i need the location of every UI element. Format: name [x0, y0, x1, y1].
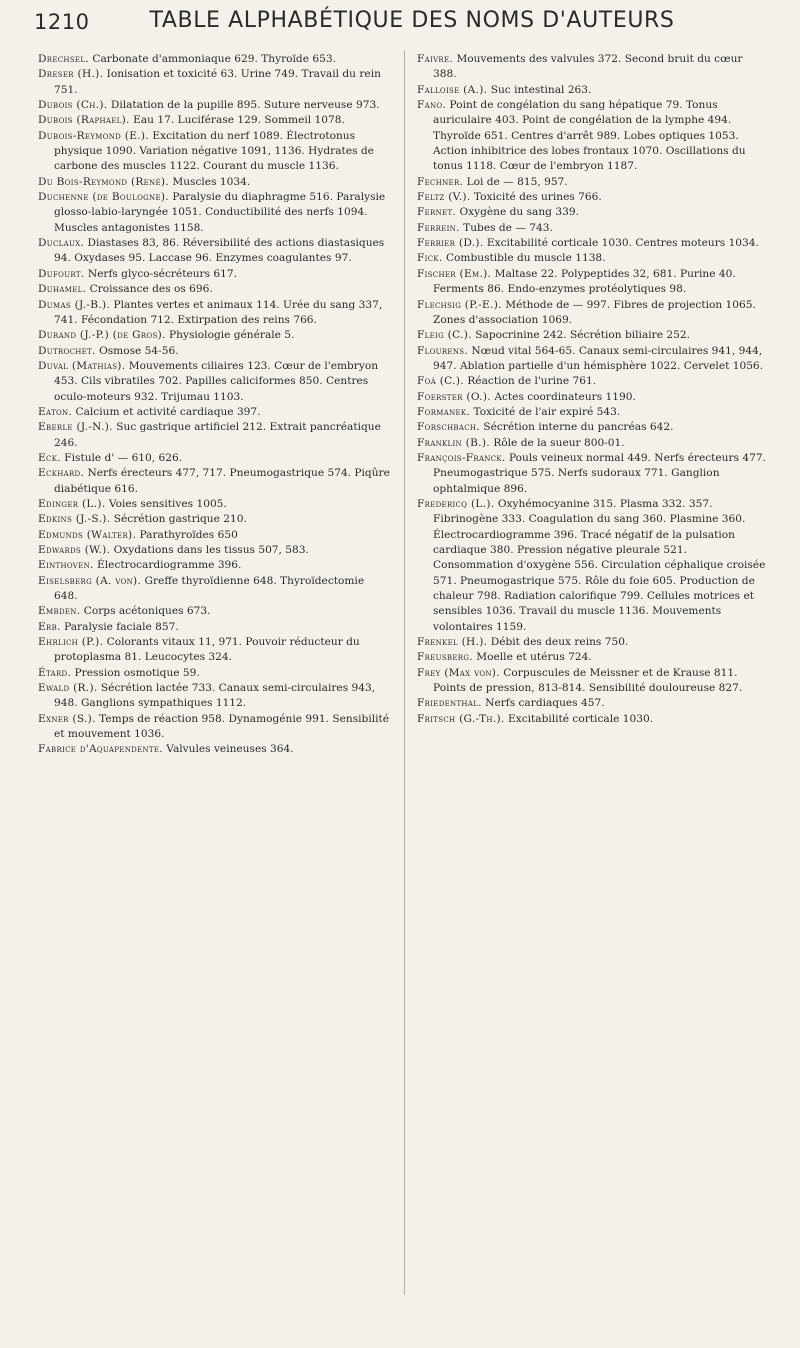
- author-name: Falloise (A.).: [417, 83, 488, 96]
- entry-references: Mouvements ciliaires 123. Cœur de l'embryon 453. Cils vibratiles 702. Papilles caliciformes 850. Centres oculo-moteurs 932. Trijumau 1103.: [54, 359, 379, 403]
- index-entry: [417, 696, 769, 711]
- index-entry: [417, 175, 769, 190]
- index-entry: [417, 635, 769, 650]
- entry-references: Valvules veineuses 364.: [166, 743, 294, 756]
- index-entry: [38, 558, 390, 573]
- entry-references: Oxydations dans les tissus 507, 583.: [113, 544, 309, 556]
- author-name: Dutrochet.: [38, 344, 96, 357]
- author-name: Edmunds (Walter).: [38, 528, 137, 541]
- index-entry: [38, 604, 390, 619]
- entry-references: Temps de réaction 958. Dynamogénie 991. Sensibilité et mouvement 1036.: [54, 712, 390, 741]
- author-name: Duchenne (de Boulogne).: [38, 191, 169, 204]
- entry-references: Mouvements des valvules 372. Second bruit du cœur 388.: [433, 53, 743, 81]
- index-entry: [38, 129, 390, 175]
- entry-references: Osmose 54-56.: [99, 344, 179, 357]
- entry-references: Loi de — 815, 957.: [466, 175, 568, 188]
- index-entry: [38, 681, 390, 712]
- index-entry: [38, 344, 390, 359]
- index-entry: [417, 712, 769, 727]
- entry-references: Électrocardiogramme 396.: [97, 559, 242, 572]
- entry-references: Oxygène du sang 339.: [459, 206, 579, 219]
- entry-references: Combustible du muscle 1138.: [445, 252, 606, 265]
- index-entry: [38, 420, 390, 451]
- index-entry: [417, 650, 769, 665]
- author-name: Duhamel.: [38, 283, 87, 296]
- author-name: Fechner.: [417, 175, 464, 188]
- author-name: Formanek.: [417, 405, 471, 418]
- index-entry: [38, 635, 390, 666]
- author-name: Fabrice d'Aquapendente.: [38, 743, 163, 756]
- index-entry: [38, 543, 390, 558]
- entry-references: Paralysie faciale 857.: [64, 620, 179, 633]
- author-name: Dubois (Raphael).: [38, 114, 130, 127]
- entry-references: Eau 17. Luciférase 129. Sommeil 1078.: [133, 114, 345, 127]
- index-entry: [417, 205, 769, 220]
- author-name: Freusberg.: [417, 651, 473, 664]
- entry-references: Toxicité des urines 766.: [473, 191, 602, 204]
- entry-references: Ionisation et toxicité 63. Urine 749. Travail du rein 751.: [54, 68, 381, 96]
- entry-references: Nœud vital 564-65. Canaux semi-circulaires 941, 944, 947. Ablation partielle d'un hémisphère 1022. Cervelet 1056.: [433, 344, 764, 372]
- entry-references: Sécrétion interne du pancréas 642.: [483, 421, 674, 434]
- entry-references: Greffe thyroïdienne 648. Thyroïdectomie 648.: [54, 574, 365, 603]
- author-name: Dubois-Reymond (E.).: [38, 129, 149, 142]
- index-entry: [38, 405, 390, 420]
- index-entry: [38, 666, 390, 681]
- entry-references: Carbonate d'ammoniaque 629. Thyroïde 653.: [92, 53, 336, 65]
- index-entry: [417, 190, 769, 205]
- entry-references: Oxyhémocyanine 315. Plasma 332. 357. Fibrinogène 333. Coagulation du sang 360. Plasmine 360. Électrocardiogramme 396. Tracé négatif de la pulsation cardiaque 380. Pression négative pleurale 521. Consommation d'oxygène 556. Circulation céphalique croisée 571. Pneumogastrique 575. Rôle du foie 605. Production de chaleur 798. Radiation calorifique 799. Cellules motrices et sensibles 1036. Travail du muscle 1136. Mouvements volontaires 1159.: [433, 497, 766, 633]
- index-entry: [417, 666, 769, 697]
- author-name: François-Franck.: [417, 451, 506, 464]
- author-name: Fredericq (L.).: [417, 497, 495, 510]
- entry-references: Maltase 22. Polypeptides 32, 681. Purine 40. Ferments 86. Endo-enzymes protéolytiques 98.: [433, 267, 736, 296]
- author-name: Duval (Mathias).: [38, 359, 126, 372]
- index-entry: [417, 298, 769, 329]
- author-name: Ewald (R.).: [38, 682, 98, 695]
- author-name: Faivre.: [417, 53, 454, 65]
- right-column: [417, 52, 769, 727]
- entry-references: Paralysie du diaphragme 516. Paralysie glosso-labio-laryngée 1051. Conductibilité des nerfs 1094. Muscles antagonistes 1158.: [54, 191, 386, 234]
- entry-references: Débit des deux reins 750.: [490, 636, 629, 649]
- running-title: TABLE ALPHABÉTIQUE DES NOMS D'AUTEURS: [149, 8, 675, 33]
- entry-references: Calcium et activité cardiaque 397.: [75, 405, 261, 418]
- index-entry: [417, 83, 769, 98]
- author-name: Drechsel.: [38, 53, 89, 65]
- author-name: Étard.: [38, 666, 72, 679]
- index-entry: [417, 251, 769, 266]
- index-entry: [38, 359, 390, 405]
- entry-references: Réaction de l'urine 761.: [467, 375, 597, 388]
- index-entry: [38, 282, 390, 297]
- index-entry: [38, 113, 390, 128]
- author-name: Fano.: [417, 99, 447, 112]
- author-name: Frey (Max von).: [417, 666, 500, 679]
- entry-references: Rôle de la sueur 800-01.: [493, 436, 625, 449]
- author-name: Fick.: [417, 252, 443, 265]
- author-name: Foerster (O.).: [417, 390, 491, 403]
- entry-references: Tubes de — 743.: [463, 221, 553, 234]
- author-name: Flechsig (P.-E.).: [417, 298, 502, 311]
- author-name: Fleig (C.).: [417, 329, 472, 342]
- author-name: Dreser (H.).: [38, 68, 104, 81]
- column-divider: [404, 50, 405, 1295]
- author-name: Friedenthal.: [417, 697, 482, 710]
- author-name: Ferrier (D.).: [417, 237, 484, 250]
- index-entry: [417, 344, 769, 375]
- entry-references: Suc gastrique artificiel 212. Extrait pancréatique 246.: [54, 421, 381, 449]
- index-entry: [38, 742, 390, 757]
- author-name: Dubois (Ch.).: [38, 99, 108, 112]
- index-entry: [417, 374, 769, 389]
- entry-references: Nerfs cardiaques 457.: [485, 697, 605, 710]
- entry-references: Parathyroïdes 650: [139, 528, 238, 541]
- entry-references: Sécrétion lactée 733. Canaux semi-circulaires 943, 948. Ganglions sympathiques 1112.: [54, 682, 376, 710]
- entry-references: Corpuscules de Meissner et de Krause 811. Points de pression, 813-814. Sensibilité douloureuse 827.: [433, 666, 743, 695]
- entry-references: Méthode de — 997. Fibres de projection 1065. Zones d'association 1069.: [433, 298, 756, 326]
- author-name: Frenkel (H.).: [417, 636, 488, 649]
- entry-references: Nerfs glyco-sécréteurs 617.: [87, 267, 238, 280]
- author-name: Ferrein.: [417, 221, 460, 234]
- index-entry: [38, 175, 390, 190]
- author-name: Durand (J.-P.) (de Gros).: [38, 329, 166, 342]
- entry-references: Pouls veineux normal 449. Nerfs érecteurs 477. Pneumogastrique 575. Nerfs sudoraux 771. Ganglion ophtalmique 896.: [433, 451, 766, 495]
- author-name: Edwards (W.).: [38, 544, 111, 556]
- left-column: [38, 52, 390, 758]
- index-entry: [38, 574, 390, 605]
- index-entry: [417, 236, 769, 251]
- author-name: Du Bois-Reymond (René).: [38, 175, 169, 188]
- author-name: Einthoven.: [38, 559, 94, 572]
- entry-references: Fistule d' — 610, 626.: [64, 451, 183, 464]
- page-number: 1210: [34, 10, 90, 34]
- index-entry: [417, 497, 769, 635]
- author-name: Forschbach.: [417, 421, 480, 434]
- entry-references: Voies sensitives 1005.: [108, 497, 227, 510]
- author-name: Duclaux.: [38, 237, 85, 250]
- author-name: Exner (S.).: [38, 712, 96, 725]
- entry-references: Moelle et utérus 724.: [476, 651, 592, 664]
- entry-references: Sapocrinine 242. Sécrétion biliaire 252.: [475, 329, 690, 342]
- entry-references: Excitabilité corticale 1030.: [507, 712, 654, 725]
- author-name: Eiselsberg (A. von).: [38, 574, 142, 587]
- entry-references: Sécrétion gastrique 210.: [113, 513, 247, 526]
- index-entry: [417, 405, 769, 420]
- entry-references: Suc intestinal 263.: [490, 83, 592, 96]
- entry-references: Actes coordinateurs 1190.: [494, 390, 636, 403]
- entry-references: Dilatation de la pupille 895. Suture nerveuse 973.: [110, 99, 380, 112]
- entry-references: Toxicité de l'air expiré 543.: [473, 405, 621, 418]
- entry-references: Croissance des os 696.: [89, 283, 213, 296]
- index-entry: [38, 528, 390, 543]
- index-entry: [38, 267, 390, 282]
- author-name: Dumas (J.-B.).: [38, 298, 111, 311]
- index-entry: [417, 221, 769, 236]
- index-entry: [38, 52, 390, 67]
- entry-references: Diastases 83, 86. Réversibilité des actions diastasiques 94. Oxydases 95. Laccase 96. Enzymes coagulantes 97.: [54, 237, 385, 265]
- index-entry: [417, 328, 769, 343]
- index-entry: [38, 236, 390, 267]
- index-entry: [38, 620, 390, 635]
- entry-references: Physiologie générale 5.: [169, 329, 295, 342]
- author-name: Edkins (J.-S.).: [38, 513, 111, 526]
- author-name: Fritsch (G.-Th.).: [417, 712, 505, 725]
- index-entry: [38, 712, 390, 743]
- index-entry: [38, 67, 390, 98]
- entry-references: Muscles 1034.: [172, 175, 251, 188]
- index-entry: [38, 466, 390, 497]
- author-name: Ehrlich (P.).: [38, 636, 104, 649]
- index-entry: [38, 190, 390, 236]
- author-name: Eberle (J.-N.).: [38, 421, 113, 434]
- index-entry: [417, 267, 769, 298]
- author-name: Foà (C.).: [417, 375, 464, 388]
- page-header: [0, 0, 800, 50]
- entry-references: Corps acétoniques 673.: [83, 605, 211, 618]
- index-entry: [38, 512, 390, 527]
- entry-references: Plantes vertes et animaux 114. Urée du sang 337, 741. Fécondation 712. Extirpation des reins 766.: [54, 298, 383, 326]
- index-entry: [417, 436, 769, 451]
- author-name: Eaton.: [38, 405, 73, 418]
- author-name: Dufourt.: [38, 267, 85, 280]
- author-name: Eck.: [38, 451, 61, 464]
- index-entry: [417, 390, 769, 405]
- index-entry: [38, 451, 390, 466]
- author-name: Fischer (Em.).: [417, 267, 492, 280]
- author-name: Feltz (V.).: [417, 191, 471, 204]
- entry-references: Point de congélation du sang hépatique 79. Tonus auriculaire 403. Point de congélation de la lymphe 494. Thyroïde 651. Centres d'arrêt 989. Lobes optiques 1053. Action inhibitrice des lobes frontaux 1070. Oscillations du tonus 1118. Cœur de l'embryon 1187.: [433, 99, 746, 173]
- index-entry: [417, 420, 769, 435]
- author-name: Erb.: [38, 620, 61, 633]
- author-name: Edinger (L.).: [38, 497, 106, 510]
- index-entry: [417, 98, 769, 175]
- author-name: Eckhard.: [38, 467, 85, 480]
- author-name: Franklin (B.).: [417, 436, 490, 449]
- index-entry: [38, 497, 390, 512]
- index-entry: [38, 328, 390, 343]
- author-name: Flourens.: [417, 344, 469, 357]
- author-name: Embden.: [38, 605, 81, 618]
- index-entry: [38, 98, 390, 113]
- index-entry: [417, 451, 769, 497]
- index-entry: [38, 298, 390, 329]
- entry-references: Excitation du nerf 1089. Électrotonus physique 1090. Variation négative 1091, 1136. Hydrates de carbone des muscles 1122. Courant du muscle 1136.: [54, 129, 374, 173]
- entry-references: Pression osmotique 59.: [74, 666, 200, 679]
- entry-references: Nerfs érecteurs 477, 717. Pneumogastrique 574. Piqûre diabétique 616.: [54, 467, 390, 495]
- entry-references: Excitabilité corticale 1030. Centres moteurs 1034.: [486, 237, 759, 250]
- index-entry: [417, 52, 769, 83]
- author-name: Fernet.: [417, 206, 457, 219]
- entry-references: Colorants vitaux 11, 971. Pouvoir réducteur du protoplasma 81. Leucocytes 324.: [54, 636, 360, 664]
